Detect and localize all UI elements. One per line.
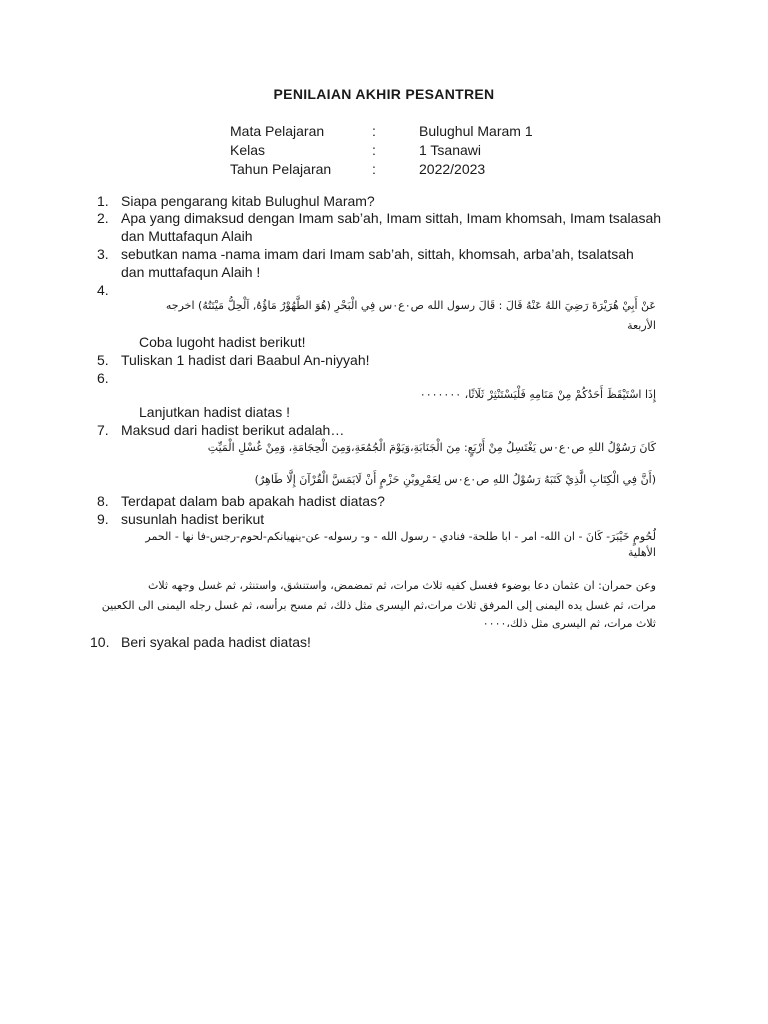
- question-number: 3.: [97, 246, 109, 262]
- question-number: 7.: [97, 422, 109, 438]
- arabic-hadith: إِذَا اسْتَيْقَظَ أَحَدُكُمْ مِنْ مَنَامِهِ فَلْيَسْتَنْثِرْ ثَلَاثًا، ٠٠٠٠٠٠٠: [419, 388, 656, 401]
- question-number: 10.: [90, 634, 110, 650]
- arabic-hadith: وعن حمران: ان عثمان دعا بوضوء فغسل كفيه ثلاث مرات، ثم تمضمض، واستنشق، واستنثر، ثم غسل وجهه ثلاث: [148, 579, 656, 592]
- meta-row-subject: [230, 122, 533, 141]
- meta-key: Tahun Pelajaran: [230, 161, 332, 177]
- question-text-continued: dan muttafaqun Alaih !: [121, 264, 261, 280]
- question-number: 2.: [97, 210, 109, 226]
- question-text: Maksud dari hadist berikut adalah…: [121, 422, 345, 438]
- meta-value: 2022/2023: [419, 161, 486, 177]
- meta-key: Mata Pelajaran: [230, 123, 325, 139]
- arabic-hadith: عَنْ أَبِيْ هُرَيْرَةَ رَضِيَ اللهُ عَنْهُ قَالَ : قَالَ رسول الله ص٠ع٠س فِي الْبَحْرِ (هُوَ الطَّهُوْرُ مَاؤُهُ, اَلْحِلُّ مَيْتَتُهُ) اخرجه: [165, 299, 656, 312]
- meta-value: Bulughul Maram 1: [419, 123, 533, 139]
- question-number: 1.: [97, 193, 109, 209]
- arabic-hadith: كَانَ رَسُوْلُ اللهِ ص٠ع٠س يَغْتَسِلُ مِنْ أَرْبَعٍ: مِنَ الْجَنَابَةِ،وَيَوْمَ الْجُمُعَةِ،وَمِنَ الْحِجَامَةِ، وَمِنْ غُسْلِ الْمَيِّتِ: [207, 441, 656, 454]
- meta-colon: :: [372, 142, 376, 158]
- page-title: PENILAIAN AKHIR PESANTREN: [273, 86, 495, 102]
- question-number: 9.: [97, 511, 109, 527]
- meta-row-year: [230, 160, 533, 179]
- question-number: 8.: [97, 493, 109, 509]
- question-instruction: Lanjutkan hadist diatas !: [139, 404, 290, 420]
- arabic-word-list-continued: الأهلية: [628, 546, 656, 559]
- question-text: sebutkan nama -nama imam dari Imam sab’ah, sittah, khomsah, arba’ah, tsalatsah: [121, 246, 634, 262]
- question-number: 4.: [97, 282, 109, 298]
- question-instruction: Coba lugoht hadist berikut!: [139, 334, 306, 350]
- arabic-hadith-end: ثلاث مرات، ثم اليسرى مثل ذلك،٠٠٠٠: [482, 617, 656, 630]
- question-text-continued: dan Muttafaqun Alaih: [121, 228, 253, 244]
- arabic-hadith-continued: الأربعة: [627, 319, 656, 332]
- question-text: susunlah hadist berikut: [121, 511, 265, 527]
- arabic-hadith-2: (أَنَّ فِي الْكِتَابِ الَّذِيْ كَتَبَهُ رَسُوْلُ اللهِ ص٠ع٠س لِعَمْرِوبْنِ حَزْمٍ أَنْ لَايَمَسَّ الْقُرْآنَ إِلَّا طَاهِرٌ): [254, 473, 656, 486]
- question-text: Siapa pengarang kitab Bulughul Maram?: [121, 193, 375, 209]
- arabic-hadith-continued: مرات، ثم غسل يده اليمنى إلى المرفق ثلاث مرات،ثم اليسرى مثل ذلك، ثم مسح برأسه، ثم غسل رجله اليمنى الى الكعبين: [101, 599, 656, 612]
- question-number: 5.: [97, 352, 109, 368]
- question-text: Beri syakal pada hadist diatas!: [121, 634, 311, 650]
- meta-colon: :: [372, 123, 376, 139]
- arabic-word-list: لُحُومٍ خَيْبَرَ- كَانَ - ان الله- امر - ابا طلحة- فنادي - رسول الله - و- رسوله- عن-ينهيانكم-لحوم-رجس-فا نها - الحمر: [145, 530, 656, 543]
- meta-colon: :: [372, 161, 376, 177]
- question-text: Terdapat dalam bab apakah hadist diatas?: [121, 493, 385, 509]
- question-text: Apa yang dimaksud dengan Imam sab’ah, Imam sittah, Imam khomsah, Imam tsalasah: [121, 210, 662, 226]
- question-number: 6.: [97, 370, 109, 386]
- question-text: Tuliskan 1 hadist dari Baabul An-niyyah!: [121, 352, 370, 368]
- meta-value: 1 Tsanawi: [419, 142, 482, 158]
- exam-meta: [230, 122, 533, 179]
- meta-row-class: [230, 141, 533, 160]
- meta-key: Kelas: [230, 142, 266, 158]
